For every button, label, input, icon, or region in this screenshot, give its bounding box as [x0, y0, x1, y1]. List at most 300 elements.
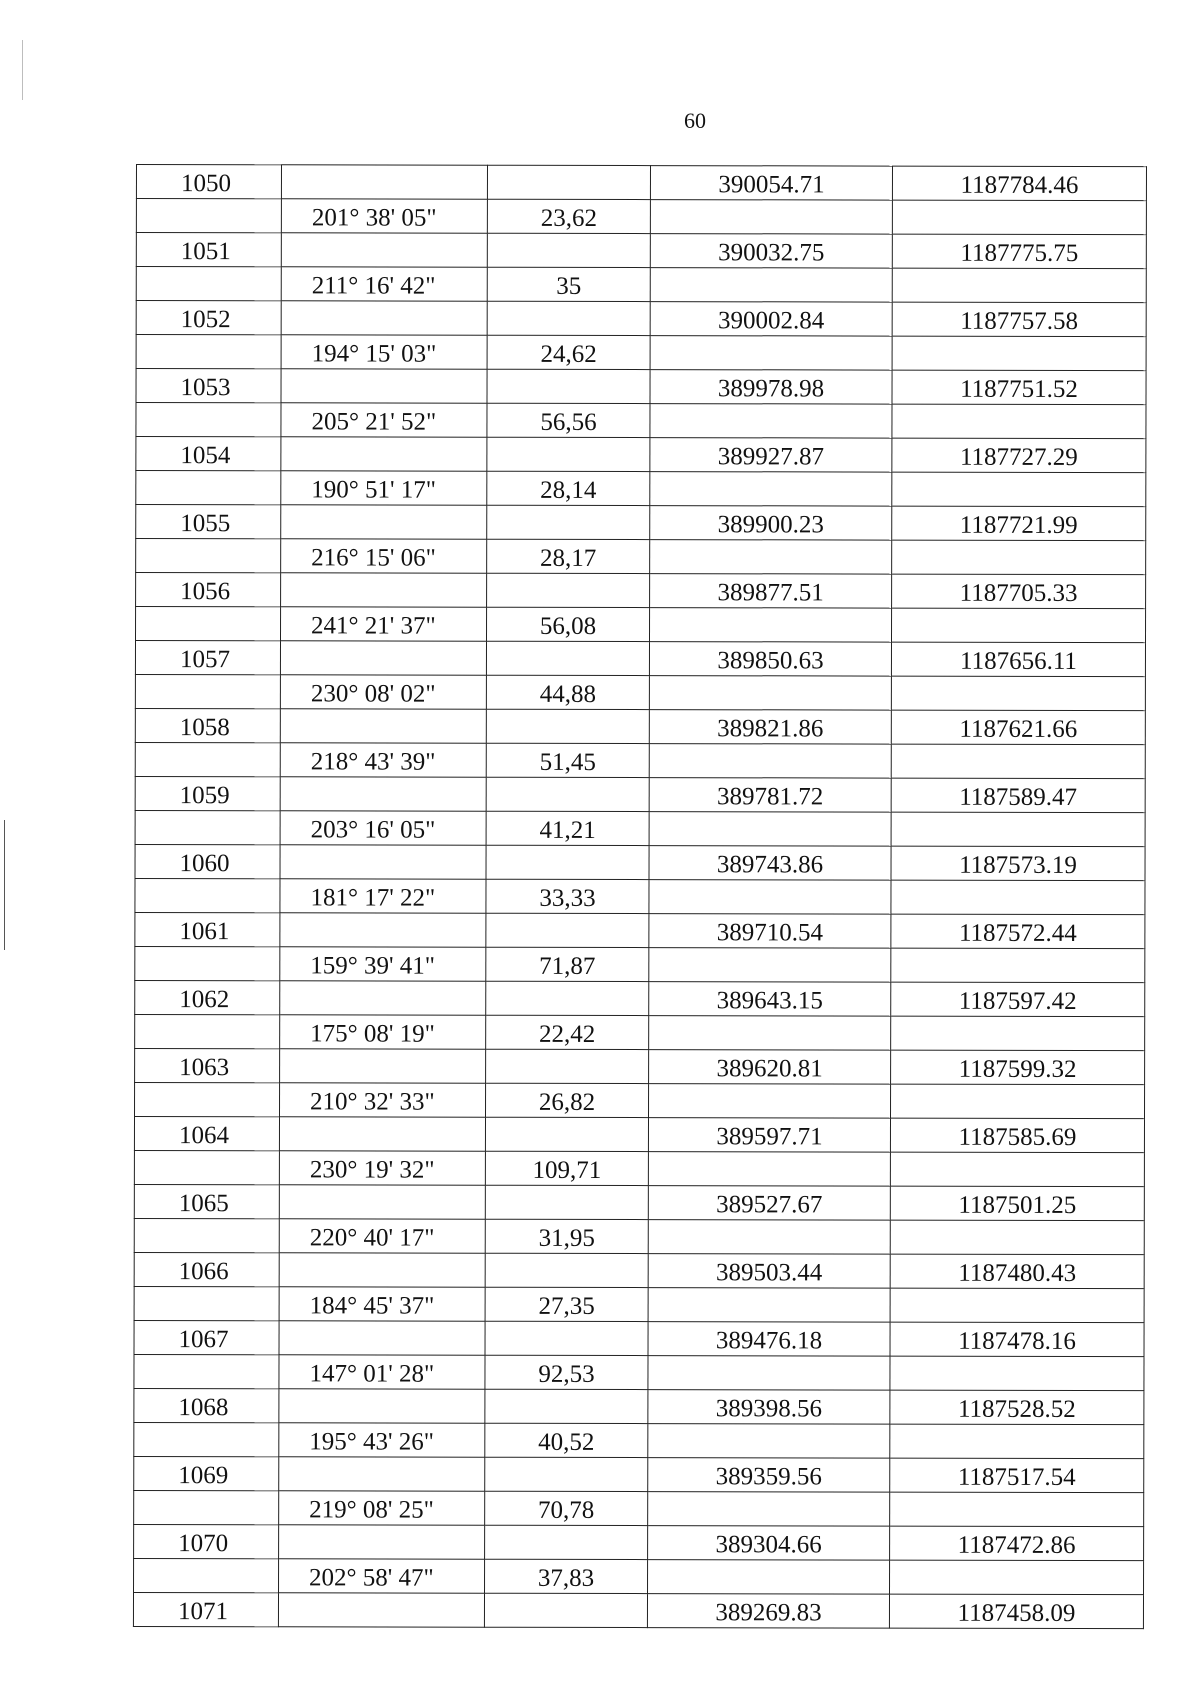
segment-row: [136, 607, 1146, 643]
direction-angle-text: 218° 43' 39": [310, 748, 436, 776]
y-coordinate-cell: [891, 710, 1145, 745]
y-coordinate-text: 1187656.11: [959, 647, 1077, 675]
segment-row: [136, 471, 1146, 507]
direction-angle-cell: [281, 199, 487, 233]
point-row: [136, 301, 1146, 337]
y-coordinate-cell: [892, 506, 1146, 541]
y-coordinate-text: 1187585.69: [958, 1123, 1077, 1151]
x-coordinate-cell: [648, 1458, 890, 1493]
direction-angle-text: 219° 08' 25": [309, 1496, 434, 1524]
y-coordinate-cell: [890, 1390, 1144, 1425]
y-coordinate-text: 1187784.46: [960, 171, 1079, 199]
direction-angle-cell: [279, 1185, 485, 1219]
segment-row: [136, 403, 1146, 439]
x-coordinate-cell: [650, 472, 892, 507]
segment-row: [134, 1490, 1144, 1526]
segment-row: [134, 1354, 1144, 1390]
distance-cell: [487, 369, 650, 403]
direction-angle-text: 194° 15' 03": [311, 340, 437, 368]
x-coordinate-text: 390032.75: [718, 239, 825, 267]
segment-row: [134, 1150, 1144, 1186]
distance-cell: [486, 1049, 649, 1083]
direction-angle-cell: [279, 1525, 485, 1559]
point-row: [135, 912, 1145, 948]
direction-angle-cell: [280, 1015, 486, 1049]
y-coordinate-text: 1187599.32: [958, 1055, 1077, 1083]
point-number-cell: [134, 1218, 279, 1252]
x-coordinate-cell: [649, 744, 891, 779]
y-coordinate-text: 1187458.09: [957, 1599, 1076, 1627]
y-coordinate-cell: [892, 200, 1146, 235]
x-coordinate-cell: [649, 982, 891, 1017]
point-row: [134, 1320, 1144, 1356]
y-coordinate-text: 1187621.66: [959, 715, 1078, 743]
point-number-cell: [136, 403, 281, 437]
y-coordinate-cell: [892, 166, 1146, 201]
point-number-cell: [136, 369, 281, 403]
point-number-text: 1065: [178, 1190, 229, 1218]
x-coordinate-cell: [648, 1390, 890, 1425]
y-coordinate-cell: [892, 438, 1146, 473]
y-coordinate-cell: [892, 574, 1146, 609]
point-number-cell: [136, 267, 281, 301]
distance-text: 35: [556, 272, 582, 300]
x-coordinate-cell: [648, 1220, 890, 1255]
x-coordinate-text: 389269.83: [715, 1599, 822, 1627]
x-coordinate-cell: [647, 1594, 889, 1629]
y-coordinate-cell: [892, 370, 1146, 405]
direction-angle-cell: [281, 267, 487, 301]
x-coordinate-cell: [650, 574, 892, 609]
point-row: [134, 1456, 1144, 1492]
direction-angle-cell: [279, 1219, 485, 1253]
distance-cell: [485, 1253, 648, 1287]
distance-cell: [484, 1593, 647, 1627]
direction-angle-cell: [281, 539, 487, 573]
distance-cell: [485, 1525, 648, 1559]
point-number-text: 1061: [179, 918, 230, 946]
y-coordinate-text: 1187721.99: [959, 511, 1078, 539]
direction-angle-cell: [281, 369, 487, 403]
point-number-cell: [134, 1524, 279, 1558]
x-coordinate-cell: [648, 1152, 890, 1187]
x-coordinate-cell: [649, 846, 891, 881]
point-number-cell: [134, 1320, 279, 1354]
x-coordinate-cell: [649, 778, 891, 813]
x-coordinate-text: 389620.81: [716, 1055, 823, 1083]
distance-cell: [486, 777, 649, 811]
y-coordinate-cell: [891, 812, 1145, 847]
x-coordinate-text: 389304.66: [715, 1531, 822, 1559]
distance-cell: [485, 1491, 648, 1525]
x-coordinate-text: 389781.72: [717, 783, 824, 811]
point-number-cell: [134, 1184, 279, 1218]
point-number-cell: [135, 1082, 280, 1116]
x-coordinate-cell: [650, 200, 892, 235]
x-coordinate-cell: [650, 438, 892, 473]
x-coordinate-text: 390054.71: [718, 171, 825, 199]
point-row: [136, 369, 1146, 405]
x-coordinate-cell: [649, 1084, 891, 1119]
y-coordinate-cell: [890, 1560, 1144, 1595]
x-coordinate-cell: [650, 370, 892, 405]
distance-text: 31,95: [538, 1224, 595, 1252]
point-row: [134, 1252, 1144, 1288]
y-coordinate-text: 1187528.52: [957, 1395, 1076, 1423]
direction-angle-text: 184° 45' 37": [309, 1292, 435, 1320]
y-coordinate-cell: [891, 1050, 1145, 1085]
x-coordinate-cell: [648, 1322, 890, 1357]
y-coordinate-cell: [890, 1254, 1144, 1289]
y-coordinate-text: 1187597.42: [958, 987, 1077, 1015]
direction-angle-text: 210° 32' 33": [310, 1088, 435, 1116]
segment-row: [136, 539, 1146, 575]
direction-angle-text: 203° 16' 05": [310, 816, 436, 844]
distance-cell: [487, 199, 650, 233]
direction-angle-text: 220° 40' 17": [309, 1224, 435, 1252]
point-row: [135, 708, 1145, 744]
segment-row: [134, 1422, 1144, 1458]
point-row: [133, 1592, 1143, 1628]
segment-row: [136, 267, 1146, 303]
point-number-cell: [134, 1354, 279, 1388]
y-coordinate-text: 1187775.75: [960, 239, 1079, 267]
y-coordinate-cell: [891, 778, 1145, 813]
x-coordinate-cell: [649, 1050, 891, 1085]
direction-angle-cell: [281, 607, 487, 641]
x-coordinate-text: 389900.23: [717, 511, 824, 539]
point-number-cell: [135, 674, 280, 708]
distance-cell: [485, 1559, 648, 1593]
distance-cell: [486, 709, 649, 743]
distance-text: 37,83: [537, 1564, 595, 1592]
y-coordinate-cell: [892, 472, 1146, 507]
distance-cell: [485, 1219, 648, 1253]
point-number-cell: [135, 1014, 280, 1048]
direction-angle-cell: [280, 777, 486, 811]
direction-angle-cell: [281, 301, 487, 335]
y-coordinate-cell: [890, 1186, 1144, 1221]
x-coordinate-cell: [648, 1288, 890, 1323]
direction-angle-text: 159° 39' 41": [310, 952, 436, 980]
direction-angle-text: 202° 58' 47": [309, 1564, 434, 1592]
x-coordinate-cell: [649, 710, 891, 745]
point-number-text: 1051: [180, 238, 231, 266]
point-number-text: 1063: [179, 1054, 230, 1082]
distance-cell: [486, 1083, 649, 1117]
point-number-text: 1059: [179, 782, 230, 810]
y-coordinate-cell: [892, 540, 1146, 575]
distance-cell: [487, 505, 650, 539]
y-coordinate-text: 1187480.43: [958, 1259, 1077, 1287]
segment-row: [134, 1558, 1144, 1594]
distance-text: 28,17: [540, 544, 597, 572]
point-number-text: 1067: [178, 1326, 229, 1354]
y-coordinate-cell: [892, 336, 1146, 371]
distance-text: 51,45: [539, 748, 596, 776]
point-row: [134, 1184, 1144, 1220]
y-coordinate-text: 1187705.33: [959, 579, 1078, 607]
point-number-cell: [136, 539, 281, 573]
distance-cell: [486, 743, 649, 777]
direction-angle-cell: [281, 233, 487, 267]
y-coordinate-text: 1187727.29: [959, 443, 1078, 471]
distance-cell: [487, 403, 650, 437]
distance-cell: [486, 947, 649, 981]
point-number-cell: [135, 776, 280, 810]
direction-angle-text: 201° 38' 05": [311, 204, 437, 232]
y-coordinate-cell: [891, 880, 1145, 915]
direction-angle-cell: [279, 1559, 485, 1593]
direction-angle-cell: [279, 1423, 485, 1457]
distance-cell: [485, 1457, 648, 1491]
distance-text: 22,42: [539, 1020, 596, 1048]
x-coordinate-text: 389978.98: [717, 375, 825, 403]
direction-angle-cell: [281, 573, 487, 607]
distance-cell: [486, 981, 649, 1015]
y-coordinate-cell: [890, 1458, 1144, 1493]
point-row: [136, 573, 1146, 609]
distance-text: 56,08: [539, 612, 597, 640]
point-number-text: 1060: [179, 850, 230, 878]
segment-row: [135, 878, 1145, 914]
distance-cell: [487, 539, 650, 573]
x-coordinate-cell: [650, 166, 892, 201]
distance-cell: [487, 471, 650, 505]
y-coordinate-text: 1187573.19: [959, 851, 1077, 879]
direction-angle-cell: [281, 471, 487, 505]
point-number-text: 1050: [180, 170, 231, 198]
direction-angle-cell: [279, 1491, 485, 1525]
direction-angle-cell: [280, 709, 486, 743]
y-coordinate-cell: [892, 608, 1146, 643]
x-coordinate-text: 389643.15: [716, 987, 823, 1015]
point-number-cell: [135, 1048, 280, 1082]
direction-angle-text: 205° 21' 52": [311, 408, 437, 436]
x-coordinate-cell: [649, 642, 891, 677]
distance-cell: [485, 1185, 648, 1219]
point-number-text: 1054: [180, 442, 231, 470]
direction-angle-text: 181° 17' 22": [310, 884, 436, 912]
segment-row: [136, 335, 1146, 371]
direction-angle-cell: [279, 1355, 485, 1389]
x-coordinate-cell: [648, 1560, 890, 1595]
y-coordinate-cell: [889, 1594, 1143, 1629]
point-number-cell: [134, 1252, 279, 1286]
direction-angle-cell: [280, 845, 486, 879]
point-number-cell: [135, 980, 280, 1014]
direction-angle-text: 230° 19' 32": [309, 1156, 435, 1184]
distance-text: 33,33: [539, 884, 596, 912]
point-row: [136, 437, 1146, 473]
distance-text: 28,14: [540, 476, 597, 504]
point-row: [135, 844, 1145, 880]
point-row: [135, 980, 1145, 1016]
scan-artifact-line: [4, 820, 5, 950]
segment-row: [134, 1286, 1144, 1322]
distance-text: 40,52: [538, 1428, 595, 1456]
direction-angle-cell: [280, 947, 486, 981]
point-number-cell: [134, 1422, 279, 1456]
point-number-text: 1070: [178, 1530, 229, 1558]
distance-cell: [486, 1015, 649, 1049]
distance-cell: [487, 335, 650, 369]
y-coordinate-cell: [890, 1356, 1144, 1391]
x-coordinate-cell: [650, 336, 892, 371]
distance-text: 109,71: [532, 1156, 602, 1184]
point-number-cell: [133, 1592, 278, 1626]
distance-cell: [486, 675, 649, 709]
distance-cell: [486, 811, 649, 845]
distance-cell: [485, 1117, 648, 1151]
segment-row: [134, 1218, 1144, 1254]
y-coordinate-cell: [890, 1526, 1144, 1561]
direction-angle-cell: [280, 879, 486, 913]
segment-row: [135, 1082, 1145, 1118]
y-coordinate-cell: [891, 1016, 1145, 1051]
point-number-cell: [136, 335, 281, 369]
y-coordinate-cell: [892, 302, 1146, 337]
direction-angle-cell: [280, 743, 486, 777]
distance-text: 41,21: [539, 816, 596, 844]
point-number-cell: [134, 1286, 279, 1320]
x-coordinate-text: 389503.44: [716, 1259, 823, 1287]
y-coordinate-cell: [892, 234, 1146, 269]
x-coordinate-text: 389597.71: [716, 1123, 823, 1151]
y-coordinate-cell: [891, 744, 1145, 779]
x-coordinate-text: 389850.63: [717, 647, 824, 675]
y-coordinate-text: 1187472.86: [957, 1531, 1076, 1559]
segment-row: [135, 1014, 1145, 1050]
point-row: [134, 1388, 1144, 1424]
distance-cell: [487, 301, 650, 335]
distance-cell: [487, 437, 650, 471]
x-coordinate-cell: [649, 812, 891, 847]
point-row: [135, 776, 1145, 812]
x-coordinate-cell: [649, 676, 891, 711]
direction-angle-cell: [279, 1287, 485, 1321]
x-coordinate-text: 389877.51: [717, 579, 824, 607]
segment-row: [135, 946, 1145, 982]
x-coordinate-cell: [648, 1424, 890, 1459]
x-coordinate-text: 389743.86: [716, 851, 824, 879]
direction-angle-text: 175° 08' 19": [310, 1020, 435, 1048]
direction-angle-cell: [279, 1389, 485, 1423]
point-number-text: 1068: [178, 1394, 229, 1422]
point-number-cell: [135, 810, 280, 844]
point-row: [136, 505, 1146, 541]
distance-cell: [485, 1423, 648, 1457]
distance-text: 26,82: [538, 1088, 596, 1116]
segment-row: [135, 810, 1145, 846]
x-coordinate-cell: [649, 914, 891, 949]
x-coordinate-cell: [650, 540, 892, 575]
point-number-cell: [135, 878, 280, 912]
point-number-cell: [136, 471, 281, 505]
distance-text: 92,53: [538, 1360, 595, 1388]
point-number-text: 1056: [180, 578, 231, 606]
point-row: [135, 1048, 1145, 1084]
x-coordinate-cell: [648, 1356, 890, 1391]
distance-cell: [487, 607, 650, 641]
distance-text: 24,62: [540, 340, 597, 368]
direction-angle-cell: [281, 165, 487, 199]
distance-cell: [486, 913, 649, 947]
direction-angle-cell: [280, 811, 486, 845]
point-number-cell: [134, 1456, 279, 1490]
y-coordinate-cell: [890, 1152, 1144, 1187]
y-coordinate-text: 1187572.44: [958, 919, 1077, 947]
point-number-text: 1066: [178, 1258, 229, 1286]
scan-artifact-line: [22, 40, 23, 100]
direction-angle-cell: [279, 1253, 485, 1287]
direction-angle-cell: [280, 913, 486, 947]
x-coordinate-text: 389359.56: [715, 1463, 822, 1491]
x-coordinate-cell: [649, 1016, 891, 1051]
y-coordinate-cell: [891, 1084, 1145, 1119]
x-coordinate-cell: [650, 608, 892, 643]
direction-angle-text: 216° 15' 06": [311, 544, 436, 572]
y-coordinate-cell: [890, 1322, 1144, 1357]
distance-cell: [486, 879, 649, 913]
distance-cell: [486, 845, 649, 879]
y-coordinate-cell: [890, 1118, 1144, 1153]
y-coordinate-text: 1187501.25: [958, 1191, 1077, 1219]
distance-text: 27,35: [538, 1292, 595, 1320]
distance-cell: [487, 233, 650, 267]
direction-angle-cell: [280, 675, 486, 709]
point-number-text: 1071: [177, 1598, 228, 1626]
x-coordinate-cell: [650, 234, 892, 269]
point-number-cell: [136, 233, 281, 267]
x-coordinate-text: 389710.54: [716, 919, 824, 947]
distance-text: 71,87: [539, 952, 596, 980]
direction-angle-text: 195° 43' 26": [309, 1428, 435, 1456]
x-coordinate-text: 390002.84: [718, 307, 825, 335]
distance-cell: [485, 1151, 648, 1185]
point-number-cell: [136, 165, 281, 199]
direction-angle-text: 241° 21' 37": [311, 612, 436, 640]
point-number-text: 1053: [180, 374, 231, 402]
x-coordinate-text: 389821.86: [717, 715, 824, 743]
direction-angle-cell: [280, 981, 486, 1015]
segment-row: [135, 742, 1145, 778]
point-number-cell: [135, 946, 280, 980]
y-coordinate-cell: [891, 846, 1145, 881]
distance-cell: [487, 267, 650, 301]
distance-text: 23,62: [540, 204, 598, 232]
distance-cell: [485, 1355, 648, 1389]
point-number-text: 1069: [178, 1462, 229, 1490]
direction-angle-cell: [279, 1457, 485, 1491]
point-number-text: 1057: [179, 646, 230, 674]
point-number-cell: [135, 708, 280, 742]
y-coordinate-text: 1187478.16: [958, 1327, 1076, 1355]
point-number-cell: [135, 912, 280, 946]
distance-cell: [487, 165, 650, 199]
y-coordinate-cell: [891, 914, 1145, 949]
x-coordinate-cell: [648, 1492, 890, 1527]
x-coordinate-cell: [648, 1118, 890, 1153]
distance-cell: [486, 641, 649, 675]
x-coordinate-cell: [650, 404, 892, 439]
x-coordinate-text: 389527.67: [716, 1191, 823, 1219]
distance-text: 56,56: [540, 408, 597, 436]
point-number-cell: [134, 1116, 279, 1150]
page-number: 60: [684, 108, 706, 133]
direction-angle-cell: [279, 1117, 485, 1151]
y-coordinate-cell: [892, 404, 1146, 439]
